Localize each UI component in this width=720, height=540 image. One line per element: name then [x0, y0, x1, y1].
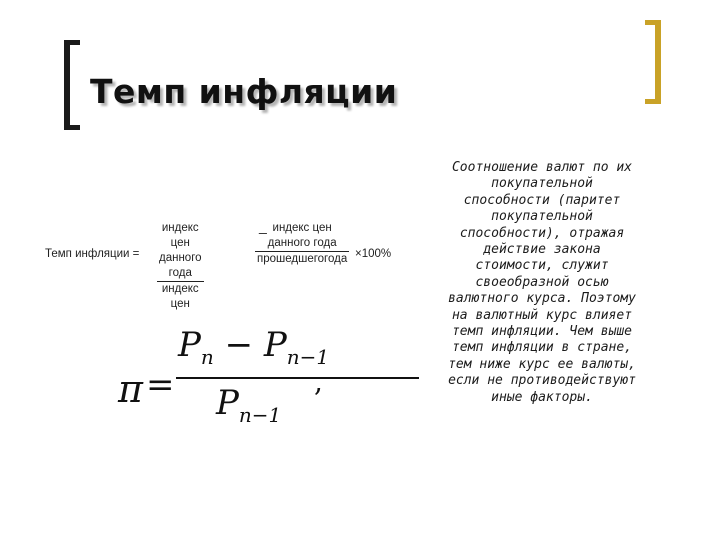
- minus-sign: _: [259, 218, 267, 234]
- pi-symbol: π: [118, 367, 143, 411]
- left-bracket-decoration: [64, 40, 80, 130]
- second-fraction-numerator-line2: данного года: [255, 236, 349, 252]
- right-bracket-decoration: [645, 20, 661, 104]
- percent-multiplier: ×100%: [355, 248, 392, 260]
- slide-title: Темп инфляции: [90, 72, 398, 111]
- fraction-bar: [176, 377, 419, 379]
- first-fraction-denominator: индекс цен: [161, 283, 199, 310]
- formula-label: Темп инфляции =: [45, 248, 140, 260]
- second-fraction-denominator: прошедшегогода: [257, 253, 348, 265]
- formula-denominator: $P_{n-1}$: [216, 383, 282, 427]
- trailing-comma: ,: [314, 365, 323, 398]
- equals-sign: =: [146, 365, 175, 405]
- first-fraction-numerator-line2: данного года: [157, 251, 204, 282]
- first-fraction-numerator-line1: индекс цен: [161, 222, 199, 249]
- second-fraction-numerator-line1: индекс цен: [272, 222, 332, 234]
- formula-numerator: $P_n - P_{n-1}$: [178, 325, 330, 369]
- explanation-paragraph: Соотношение валют по их покупательной способности (паритет покупательной способности), отражая действие закона стоимости, служит своеобразной осью валютного курса. Поэтому на валютный курс влияет темп инфляции. Чем выше темп инфляции в стране, тем ниже курс ее валюты, если не противодействуют иные факторы.: [448, 160, 636, 405]
- second-fraction: [255, 221, 349, 267]
- first-fraction: [157, 221, 204, 312]
